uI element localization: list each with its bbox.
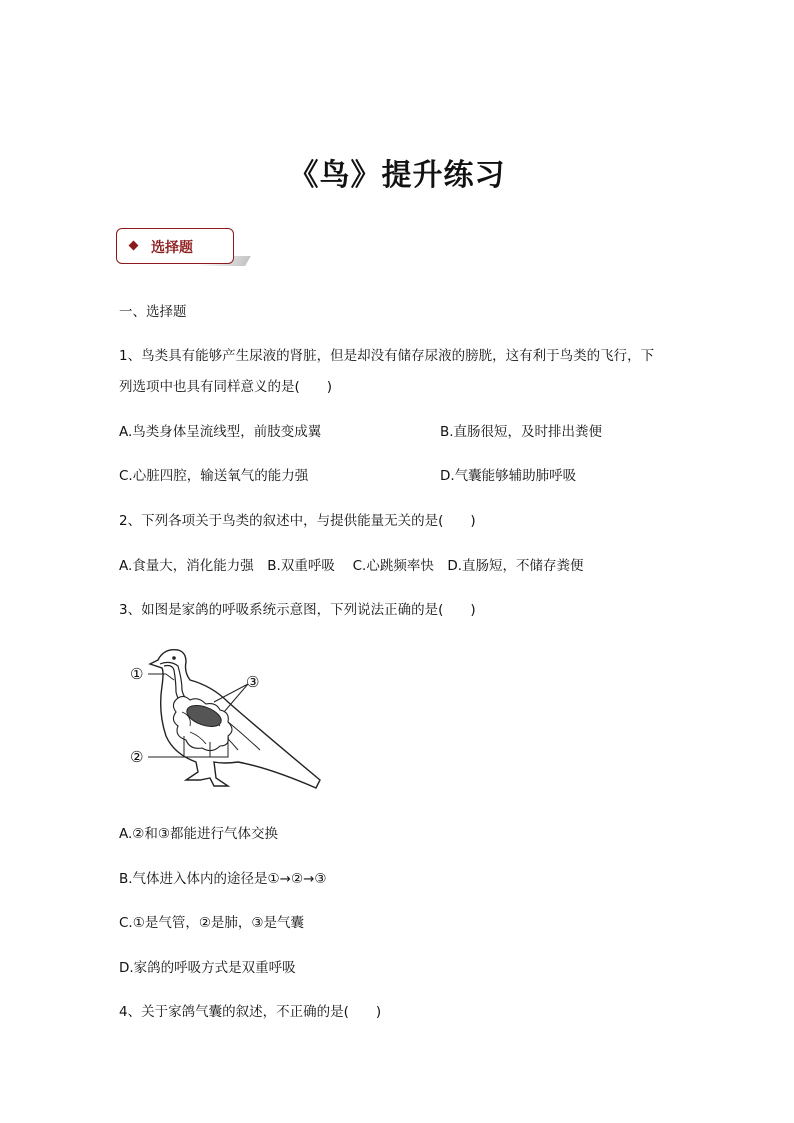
q3-option-a: A.②和③都能进行气体交换 — [119, 826, 278, 842]
q3-option-c: C.①是气管，②是肺，③是气囊 — [119, 915, 305, 931]
page-title: 《鸟》提升练习 — [288, 158, 506, 193]
q3-stem: 3、如图是家鸽的呼吸系统示意图，下列说法正确的是( ) — [119, 602, 476, 618]
section-tag — [116, 228, 234, 264]
q2-options: A.食量大，消化能力强 B.双重呼吸 C.心跳频率快 D.直肠短，不储存粪便 — [119, 558, 584, 574]
q1-option-d: D.气囊能够辅助肺呼吸 — [440, 468, 577, 484]
label-3: ③ — [246, 673, 260, 691]
label-2: ② — [130, 748, 144, 766]
q1-option-a: A.鸟类身体呈流线型，前肢变成翼 — [119, 424, 322, 440]
q3-option-b: B.气体进入体内的途径是①→②→③ — [119, 871, 327, 887]
q1-stem-line2: 列选项中也具有同样意义的是( ) — [119, 379, 333, 395]
q1-option-b: B.直肠很短，及时排出粪便 — [440, 424, 603, 440]
q1-option-c: C.心脏四腔，输送氧气的能力强 — [119, 468, 309, 484]
label-1: ① — [130, 665, 144, 683]
q3-option-d: D.家鸽的呼吸方式是双重呼吸 — [119, 960, 296, 976]
section-heading: 一、选择题 — [119, 304, 187, 320]
section-tag-label: 选择题 — [151, 240, 193, 256]
q1-stem-line1: 1、鸟类具有能够产生尿液的肾脏，但是却没有储存尿液的膀胱，这有利于鸟类的飞行，下 — [119, 348, 655, 364]
q4-stem: 4、关于家鸽气囊的叙述，不正确的是( ) — [119, 1004, 382, 1020]
q2-stem: 2、下列各项关于鸟类的叙述中，与提供能量无关的是( ) — [119, 513, 476, 529]
leader-1b — [166, 674, 174, 680]
diamond-icon — [129, 241, 139, 251]
pigeon-respiratory-diagram — [120, 640, 330, 800]
pigeon-eye — [172, 656, 176, 660]
